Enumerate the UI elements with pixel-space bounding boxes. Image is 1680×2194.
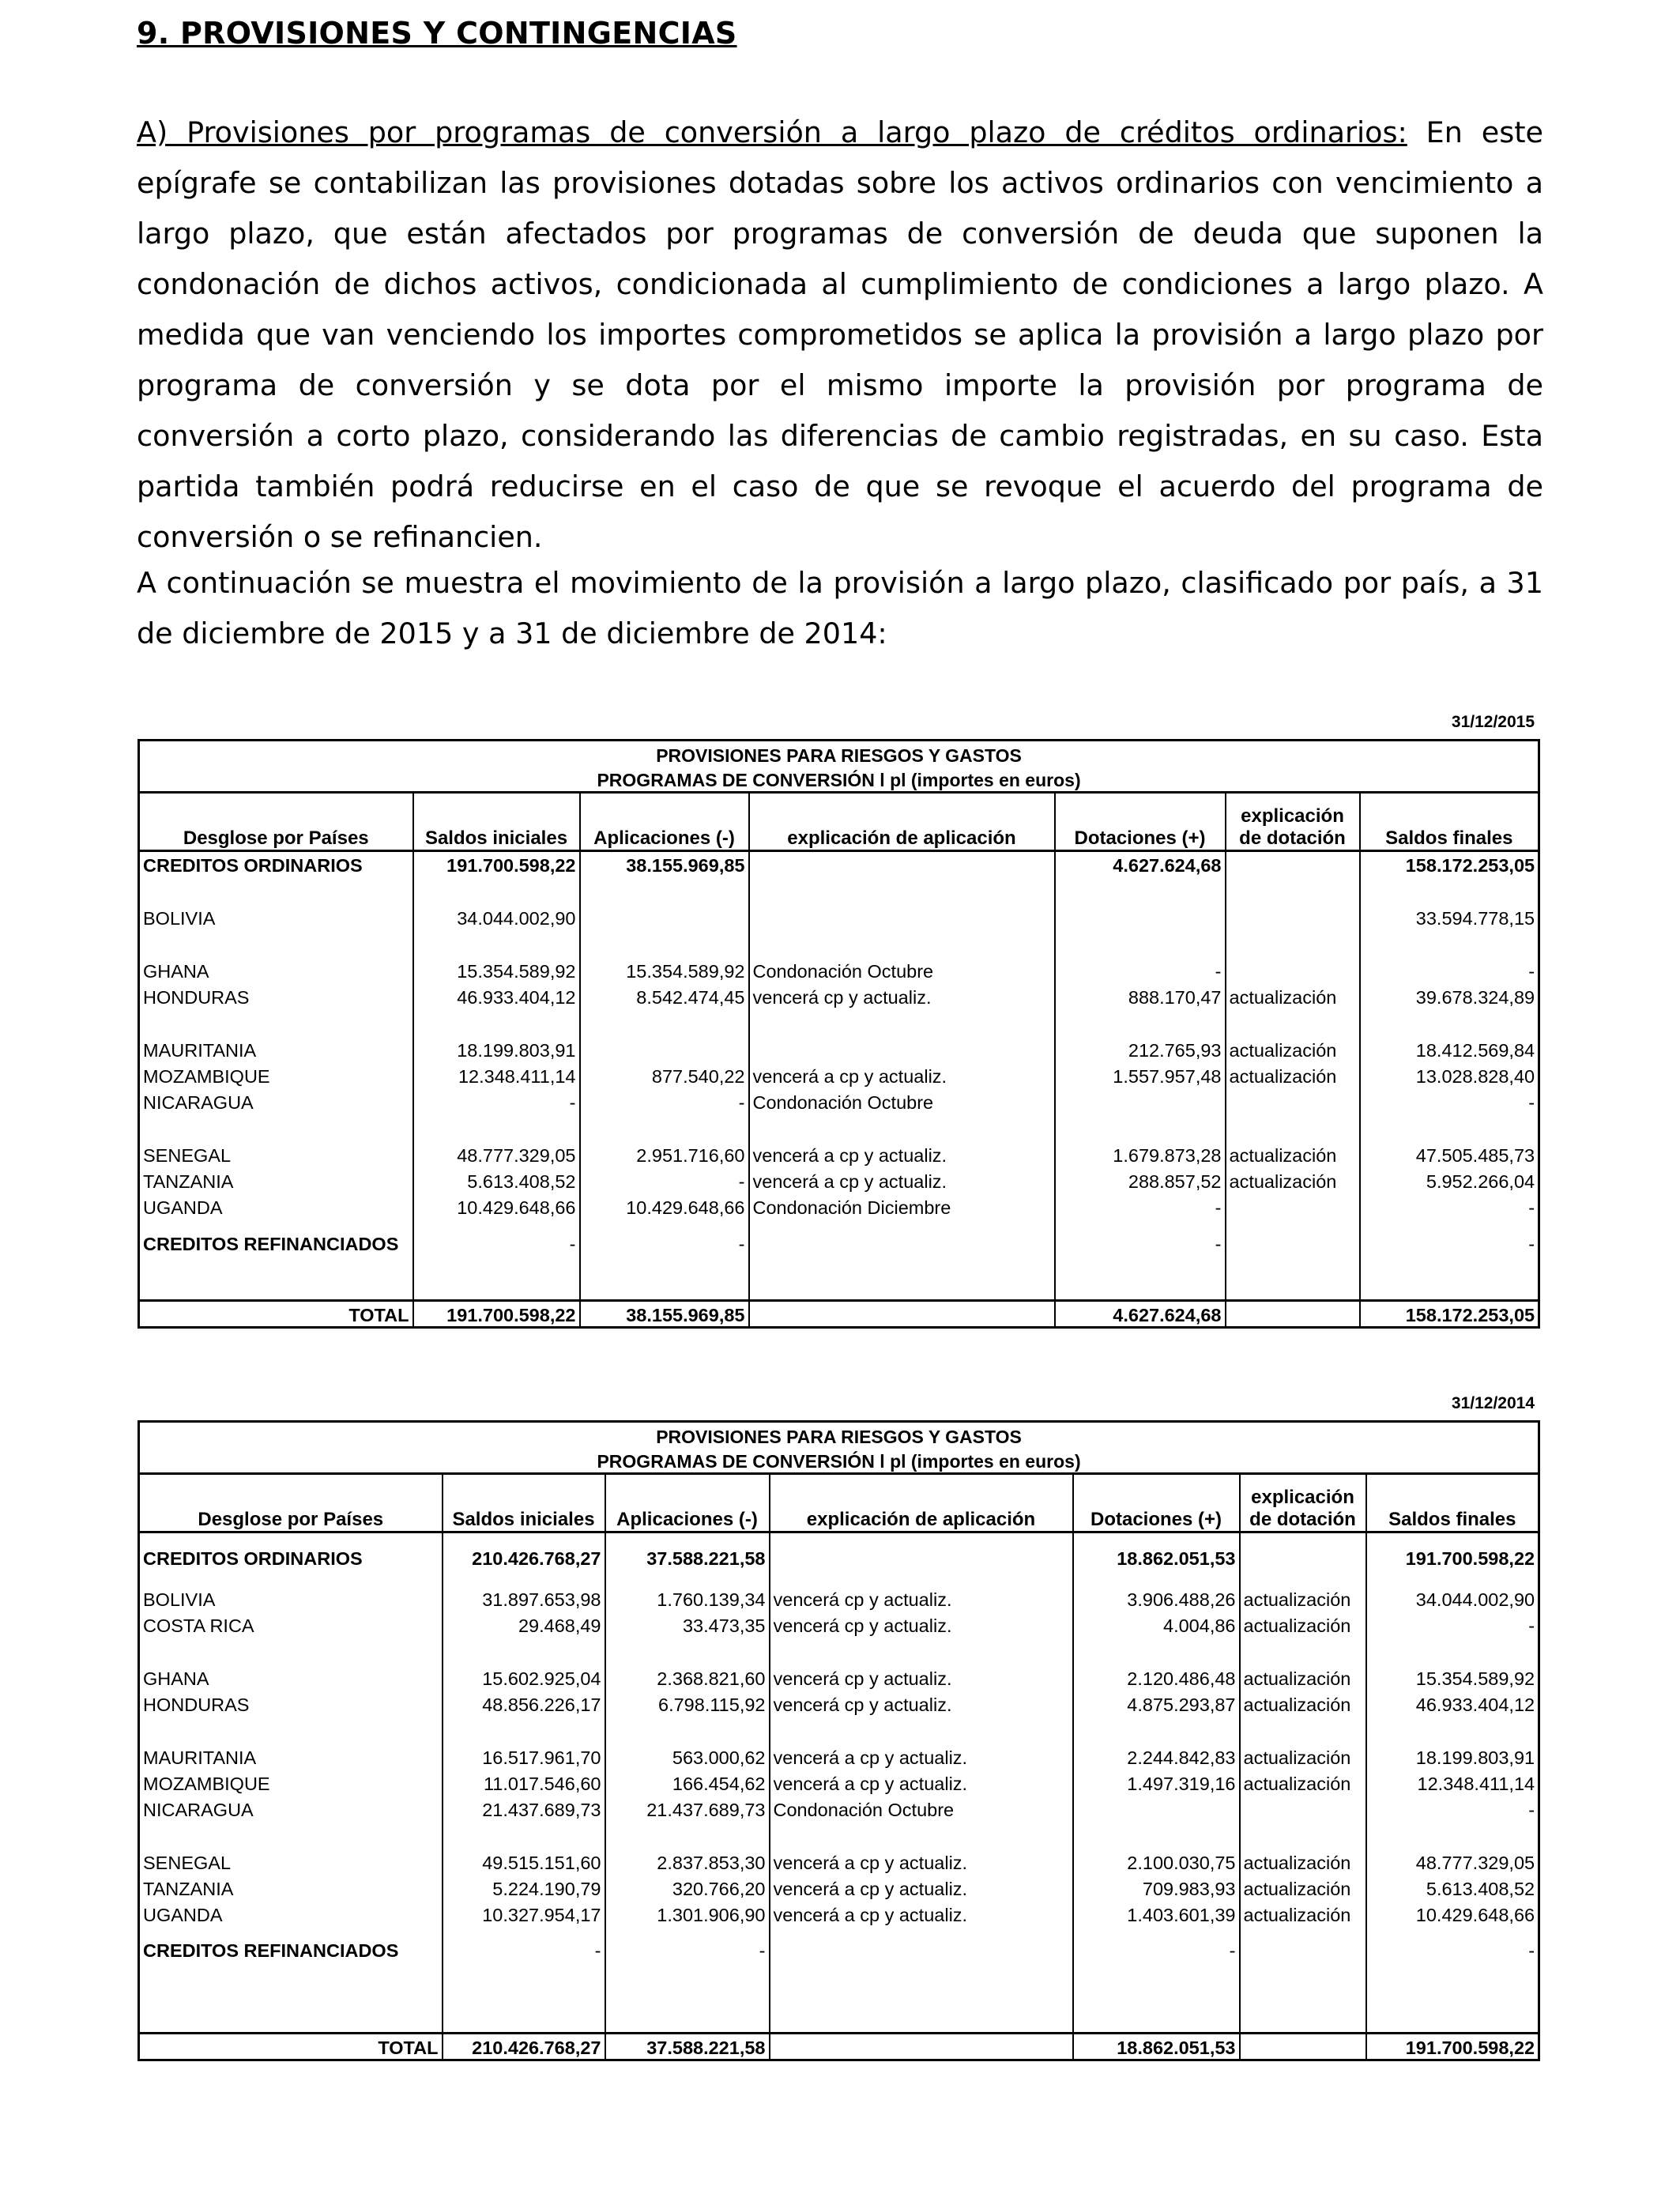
cell-dotations: 3.906.488,26 xyxy=(1073,1585,1240,1611)
cell-initial: 16.517.961,70 xyxy=(443,1743,605,1769)
cell-applications: - xyxy=(580,1219,749,1271)
cell-applications: 10.429.648,66 xyxy=(580,1193,749,1219)
table-row xyxy=(139,1585,1539,1611)
cell-applications: 6.798.115,92 xyxy=(605,1690,770,1716)
cell-initial: 5.613.408,52 xyxy=(413,1167,580,1193)
cell-applications: - xyxy=(580,1167,749,1193)
cell-applications: - xyxy=(605,1926,770,1977)
table-row xyxy=(139,1611,1539,1637)
cell-app-explanation xyxy=(749,903,1055,929)
table-title: PROVISIONES PARA RIESGOS Y GASTOS xyxy=(139,1422,1539,1448)
cell-dot-explanation xyxy=(1240,1795,1366,1821)
cell-initial: 210.426.768,27 xyxy=(443,1532,605,1585)
table-row xyxy=(139,1167,1539,1193)
cell-country: MAURITANIA xyxy=(139,1743,443,1769)
cell-initial: 29.468,49 xyxy=(443,1611,605,1637)
cell-final: 47.505.485,73 xyxy=(1360,1140,1539,1167)
cell-dot-explanation xyxy=(1226,1088,1360,1114)
cell-app-explanation: vencerá a cp y actualiz. xyxy=(770,1769,1073,1795)
cell-app-explanation xyxy=(749,1219,1055,1271)
cell-country: SENEGAL xyxy=(139,1140,413,1167)
col-header-dot-explanation-line1: explicación xyxy=(1241,805,1344,827)
table-row-refinanced xyxy=(139,1926,1539,1977)
cell-dotations: 2.100.030,75 xyxy=(1073,1848,1240,1874)
cell-final: 13.028.828,40 xyxy=(1360,1061,1539,1088)
cell-initial: 18.199.803,91 xyxy=(413,1035,580,1061)
cell-applications xyxy=(580,903,749,929)
cell-final: 18.199.803,91 xyxy=(1366,1743,1539,1769)
table-row xyxy=(139,1900,1539,1926)
col-header-final: Saldos finales xyxy=(1366,1474,1539,1532)
cell-dotations: 18.862.051,53 xyxy=(1073,2034,1240,2060)
cell-applications: 38.155.969,85 xyxy=(580,851,749,876)
cell-app-explanation: vencerá cp y actualiz. xyxy=(770,1585,1073,1611)
cell-app-explanation: Condonación Octubre xyxy=(770,1795,1073,1821)
cell-country: HONDURAS xyxy=(139,1690,443,1716)
cell-dot-explanation xyxy=(1226,851,1360,876)
cell-initial: - xyxy=(413,1088,580,1114)
cell-dot-explanation: actualización xyxy=(1226,1140,1360,1167)
cell-initial: 191.700.598,22 xyxy=(413,851,580,876)
cell-dotations: 1.403.601,39 xyxy=(1073,1900,1240,1926)
cell-final: 18.412.569,84 xyxy=(1360,1035,1539,1061)
table-row-ordinary xyxy=(139,1532,1539,1585)
cell-initial: 15.602.925,04 xyxy=(443,1664,605,1690)
cell-dotations: 4.875.293,87 xyxy=(1073,1690,1240,1716)
cell-dotations xyxy=(1073,1795,1240,1821)
cell-applications: 320.766,20 xyxy=(605,1874,770,1900)
table-row xyxy=(139,1035,1539,1061)
table-row xyxy=(139,1140,1539,1167)
paragraph-subheading: A) Provisiones por programas de conversión a largo plazo de créditos ordinarios: xyxy=(137,115,1407,149)
cell-dot-explanation: actualización xyxy=(1240,1690,1366,1716)
cell-dot-explanation xyxy=(1226,903,1360,929)
table-2014 xyxy=(137,1420,1540,2061)
cell-dotations: 2.244.842,83 xyxy=(1073,1743,1240,1769)
cell-applications: 1.301.906,90 xyxy=(605,1900,770,1926)
cell-dot-explanation: actualización xyxy=(1240,1769,1366,1795)
cell-country: GHANA xyxy=(139,956,413,982)
col-header-dot-explanation-line1: explicación xyxy=(1251,1487,1354,1508)
table-row xyxy=(139,1061,1539,1088)
cell-country: BOLIVIA xyxy=(139,903,413,929)
cell-initial: 48.777.329,05 xyxy=(413,1140,580,1167)
cell-app-explanation xyxy=(770,1926,1073,1977)
cell-applications: 21.437.689,73 xyxy=(605,1795,770,1821)
cell-dot-explanation xyxy=(1226,1219,1360,1271)
cell-app-explanation: Condonación Octubre xyxy=(749,956,1055,982)
cell-final: - xyxy=(1366,1795,1539,1821)
cell-app-explanation: vencerá a cp y actualiz. xyxy=(770,1874,1073,1900)
row-label: TOTAL xyxy=(139,2034,443,2060)
cell-dot-explanation xyxy=(1240,2034,1366,2060)
cell-applications: 877.540,22 xyxy=(580,1061,749,1088)
table-row xyxy=(139,956,1539,982)
table-row xyxy=(139,1664,1539,1690)
cell-final: - xyxy=(1366,1611,1539,1637)
cell-dot-explanation: actualización xyxy=(1226,1035,1360,1061)
cell-dot-explanation: actualización xyxy=(1240,1874,1366,1900)
cell-dotations xyxy=(1055,903,1226,929)
cell-app-explanation: vencerá cp y actualiz. xyxy=(770,1664,1073,1690)
cell-dot-explanation: actualización xyxy=(1226,982,1360,1008)
table-title: PROVISIONES PARA RIESGOS Y GASTOS xyxy=(139,741,1539,767)
cell-dot-explanation xyxy=(1240,1532,1366,1585)
cell-app-explanation xyxy=(749,1035,1055,1061)
cell-final: 48.777.329,05 xyxy=(1366,1848,1539,1874)
cell-final: 158.172.253,05 xyxy=(1360,851,1539,876)
table-row xyxy=(139,1193,1539,1219)
table-row xyxy=(139,1769,1539,1795)
table-row-ordinary xyxy=(139,851,1539,876)
cell-initial: 10.327.954,17 xyxy=(443,1900,605,1926)
cell-dot-explanation: actualización xyxy=(1240,1900,1366,1926)
cell-country: MAURITANIA xyxy=(139,1035,413,1061)
cell-app-explanation: vencerá a cp y actualiz. xyxy=(749,1167,1055,1193)
table-row xyxy=(139,1088,1539,1114)
cell-final: - xyxy=(1360,1088,1539,1114)
cell-app-explanation: vencerá a cp y actualiz. xyxy=(770,1743,1073,1769)
table-row xyxy=(139,1874,1539,1900)
col-header-dotations: Dotaciones (+) xyxy=(1055,793,1226,851)
cell-app-explanation: vencerá cp y actualiz. xyxy=(770,1690,1073,1716)
cell-app-explanation xyxy=(749,851,1055,876)
table-row-total xyxy=(139,2034,1539,2060)
cell-final: 12.348.411,14 xyxy=(1366,1769,1539,1795)
col-header-dotations: Dotaciones (+) xyxy=(1073,1474,1240,1532)
cell-initial: 34.044.002,90 xyxy=(413,903,580,929)
table-2014-country-rows xyxy=(139,1585,1539,1926)
cell-app-explanation: vencerá a cp y actualiz. xyxy=(770,1848,1073,1874)
cell-dotations: - xyxy=(1073,1926,1240,1977)
table-2014-date: 31/12/2014 xyxy=(1451,1394,1535,1412)
col-header-app-explanation: explicación de aplicación xyxy=(749,793,1055,851)
cell-dotations: 18.862.051,53 xyxy=(1073,1532,1240,1585)
row-label: TOTAL xyxy=(139,1301,413,1328)
cell-country: GHANA xyxy=(139,1664,443,1690)
cell-dotations: - xyxy=(1055,956,1226,982)
col-header-final: Saldos finales xyxy=(1360,793,1539,851)
cell-dot-explanation: actualización xyxy=(1240,1743,1366,1769)
table-row xyxy=(139,1743,1539,1769)
cell-dot-explanation: actualización xyxy=(1240,1848,1366,1874)
cell-dotations: - xyxy=(1055,1193,1226,1219)
cell-applications: 15.354.589,92 xyxy=(580,956,749,982)
col-header-applications: Aplicaciones (-) xyxy=(605,1474,770,1532)
cell-country: BOLIVIA xyxy=(139,1585,443,1611)
cell-final: 34.044.002,90 xyxy=(1366,1585,1539,1611)
cell-dotations: 2.120.486,48 xyxy=(1073,1664,1240,1690)
cell-app-explanation: vencerá cp y actualiz. xyxy=(770,1611,1073,1637)
cell-dotations xyxy=(1055,1088,1226,1114)
cell-final: 10.429.648,66 xyxy=(1366,1900,1539,1926)
col-header-app-explanation: explicación de aplicación xyxy=(770,1474,1073,1532)
cell-dotations: 1.497.319,16 xyxy=(1073,1769,1240,1795)
cell-final: - xyxy=(1360,956,1539,982)
cell-final: 191.700.598,22 xyxy=(1366,2034,1539,2060)
cell-applications: 1.760.139,34 xyxy=(605,1585,770,1611)
cell-country: COSTA RICA xyxy=(139,1611,443,1637)
cell-country: MOZAMBIQUE xyxy=(139,1769,443,1795)
cell-initial: 49.515.151,60 xyxy=(443,1848,605,1874)
col-header-initial: Saldos iniciales xyxy=(413,793,580,851)
cell-initial: - xyxy=(443,1926,605,1977)
table-subtitle: PROGRAMAS DE CONVERSIÓN l pl (importes en euros) xyxy=(139,767,1539,793)
table-row xyxy=(139,903,1539,929)
cell-final: - xyxy=(1360,1219,1539,1271)
cell-dotations: 212.765,93 xyxy=(1055,1035,1226,1061)
cell-final: - xyxy=(1360,1193,1539,1219)
table-2015 xyxy=(137,739,1540,1329)
cell-initial: 48.856.226,17 xyxy=(443,1690,605,1716)
col-header-initial: Saldos iniciales xyxy=(443,1474,605,1532)
cell-final: 46.933.404,12 xyxy=(1366,1690,1539,1716)
cell-applications: 2.951.716,60 xyxy=(580,1140,749,1167)
row-label: CREDITOS ORDINARIOS xyxy=(139,851,413,876)
cell-country: NICARAGUA xyxy=(139,1795,443,1821)
cell-app-explanation xyxy=(770,1532,1073,1585)
cell-country: TANZANIA xyxy=(139,1167,413,1193)
cell-country: NICARAGUA xyxy=(139,1088,413,1114)
cell-dotations: 4.627.624,68 xyxy=(1055,1301,1226,1328)
row-label: CREDITOS ORDINARIOS xyxy=(139,1532,443,1585)
cell-dotations: 1.557.957,48 xyxy=(1055,1061,1226,1088)
cell-applications: 563.000,62 xyxy=(605,1743,770,1769)
table-2015-country-rows xyxy=(139,876,1539,1219)
table-2015-date: 31/12/2015 xyxy=(1451,713,1535,731)
cell-initial: - xyxy=(413,1219,580,1271)
cell-dotations: 288.857,52 xyxy=(1055,1167,1226,1193)
cell-dot-explanation xyxy=(1226,1301,1360,1328)
cell-app-explanation: vencerá a cp y actualiz. xyxy=(749,1140,1055,1167)
cell-applications: 166.454,62 xyxy=(605,1769,770,1795)
cell-dot-explanation: actualización xyxy=(1226,1167,1360,1193)
cell-initial: 21.437.689,73 xyxy=(443,1795,605,1821)
table-row xyxy=(139,982,1539,1008)
cell-dotations: 1.679.873,28 xyxy=(1055,1140,1226,1167)
cell-initial: 210.426.768,27 xyxy=(443,2034,605,2060)
cell-dot-explanation: actualización xyxy=(1240,1611,1366,1637)
cell-country: MOZAMBIQUE xyxy=(139,1061,413,1088)
cell-initial: 10.429.648,66 xyxy=(413,1193,580,1219)
table-row xyxy=(139,1848,1539,1874)
cell-applications: 33.473,35 xyxy=(605,1611,770,1637)
cell-dot-explanation: actualización xyxy=(1240,1664,1366,1690)
cell-country: HONDURAS xyxy=(139,982,413,1008)
cell-app-explanation: Condonación Diciembre xyxy=(749,1193,1055,1219)
cell-applications: 37.588.221,58 xyxy=(605,1532,770,1585)
cell-dot-explanation xyxy=(1226,1193,1360,1219)
cell-app-explanation: vencerá cp y actualiz. xyxy=(749,982,1055,1008)
cell-app-explanation: vencerá a cp y actualiz. xyxy=(770,1900,1073,1926)
section-heading: 9. PROVISIONES Y CONTINGENCIAS xyxy=(137,16,737,51)
cell-dotations: 4.627.624,68 xyxy=(1055,851,1226,876)
paragraph-body: En este epígrafe se contabilizan las provisiones dotadas sobre los activos ordinarios con vencimiento a largo plazo, que están afectados por programas de conversión de deuda que suponen la condonación de dichos activos, condicionada al cumplimiento de condiciones a largo plazo. A medida que van venciendo los importes comprometidos se aplica la provisión a largo plazo por programa de conversión y se dota por el mismo importe la provisión por programa de conversión a corto plazo, considerando las diferencias de cambio registradas, en su caso. Esta partida también podrá reducirse en el caso de que se revoque el acuerdo del programa de conversión o se refinancien. xyxy=(137,115,1544,554)
cell-initial: 15.354.589,92 xyxy=(413,956,580,982)
cell-dotations: 709.983,93 xyxy=(1073,1874,1240,1900)
col-header-dot-explanation-line2: de dotación xyxy=(1239,827,1346,849)
cell-app-explanation xyxy=(749,1301,1055,1328)
cell-applications xyxy=(580,1035,749,1061)
cell-country: UGANDA xyxy=(139,1900,443,1926)
cell-country: TANZANIA xyxy=(139,1874,443,1900)
col-header-dot-explanation-line2: de dotación xyxy=(1249,1509,1356,1530)
cell-dot-explanation: actualización xyxy=(1226,1061,1360,1088)
cell-dotations: 888.170,47 xyxy=(1055,982,1226,1008)
table-subtitle: PROGRAMAS DE CONVERSIÓN l pl (importes en euros) xyxy=(139,1448,1539,1474)
table-row xyxy=(139,1795,1539,1821)
cell-applications: 2.837.853,30 xyxy=(605,1848,770,1874)
cell-country: SENEGAL xyxy=(139,1848,443,1874)
col-header-applications: Aplicaciones (-) xyxy=(580,793,749,851)
cell-initial: 11.017.546,60 xyxy=(443,1769,605,1795)
cell-initial: 46.933.404,12 xyxy=(413,982,580,1008)
cell-final: - xyxy=(1366,1926,1539,1977)
cell-dot-explanation xyxy=(1226,956,1360,982)
cell-final: 158.172.253,05 xyxy=(1360,1301,1539,1328)
col-header-dot-explanation xyxy=(1240,1474,1366,1532)
cell-final: 191.700.598,22 xyxy=(1366,1532,1539,1585)
cell-app-explanation xyxy=(770,2034,1073,2060)
cell-applications: - xyxy=(580,1088,749,1114)
cell-final: 5.613.408,52 xyxy=(1366,1874,1539,1900)
table-row xyxy=(139,1690,1539,1716)
cell-dot-explanation: actualización xyxy=(1240,1585,1366,1611)
cell-applications: 8.542.474,45 xyxy=(580,982,749,1008)
cell-dot-explanation xyxy=(1240,1926,1366,1977)
cell-initial: 5.224.190,79 xyxy=(443,1874,605,1900)
cell-dotations: - xyxy=(1055,1219,1226,1271)
row-label: CREDITOS REFINANCIADOS xyxy=(139,1926,443,1977)
row-label: CREDITOS REFINANCIADOS xyxy=(139,1219,413,1271)
cell-applications: 2.368.821,60 xyxy=(605,1664,770,1690)
cell-initial: 12.348.411,14 xyxy=(413,1061,580,1088)
cell-applications: 38.155.969,85 xyxy=(580,1301,749,1328)
cell-final: 39.678.324,89 xyxy=(1360,982,1539,1008)
col-header-country: Desglose por Países xyxy=(139,793,413,851)
cell-app-explanation: Condonación Octubre xyxy=(749,1088,1055,1114)
cell-initial: 31.897.653,98 xyxy=(443,1585,605,1611)
cell-applications: 37.588.221,58 xyxy=(605,2034,770,2060)
cell-dotations: 4.004,86 xyxy=(1073,1611,1240,1637)
cell-final: 15.354.589,92 xyxy=(1366,1664,1539,1690)
paragraph-intro-tables: A continuación se muestra el movimiento de la provisión a largo plazo, clasificado por país, a 31 de diciembre de 2015 y a 31 de diciembre de 2014: xyxy=(137,566,1543,650)
paragraph-provisions xyxy=(137,107,1543,563)
cell-final: 33.594.778,15 xyxy=(1360,903,1539,929)
col-header-dot-explanation xyxy=(1226,793,1360,851)
table-row-refinanced xyxy=(139,1219,1539,1271)
cell-country: UGANDA xyxy=(139,1193,413,1219)
col-header-country: Desglose por Países xyxy=(139,1474,443,1532)
cell-app-explanation: vencerá a cp y actualiz. xyxy=(749,1061,1055,1088)
cell-final: 5.952.266,04 xyxy=(1360,1167,1539,1193)
table-row-total xyxy=(139,1301,1539,1328)
cell-initial: 191.700.598,22 xyxy=(413,1301,580,1328)
